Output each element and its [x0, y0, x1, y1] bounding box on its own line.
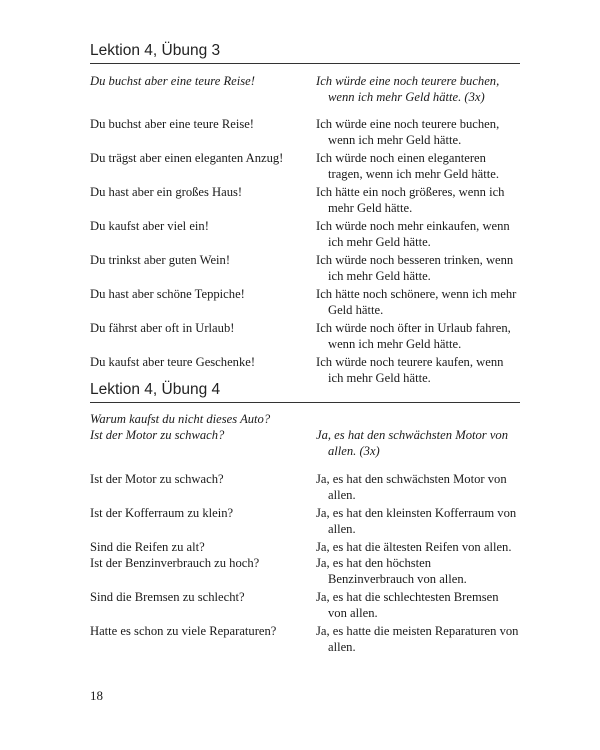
- drill-row: [90, 539, 520, 555]
- drill-answer: Ja, es hat die schlechtesten Bremsen von allen.: [316, 590, 499, 620]
- drill-answer: Ich hätte noch schönere, wenn ich mehr Geld hätte.: [316, 287, 517, 317]
- drill-row: [90, 184, 520, 216]
- drill-prompt: Du trägst aber einen eleganten Anzug!: [90, 151, 284, 165]
- exercise-section-uebung-4: [90, 381, 520, 655]
- example-question: Warum kaufst du nicht dieses Auto?: [90, 412, 271, 426]
- page-number: 18: [90, 688, 103, 703]
- example-answer: Ja, es hat den schwächsten Motor von allen. (3x): [316, 428, 509, 458]
- drill-prompt: Du trinkst aber guten Wein!: [90, 253, 231, 267]
- drill-answer: Ja, es hat die ältesten Reifen von allen.: [316, 540, 512, 554]
- drill-prompt: Du kaufst aber viel ein!: [90, 219, 209, 233]
- drill-prompt: Du fährst aber oft in Urlaub!: [90, 321, 235, 335]
- drill-prompt: Du kaufst aber teure Geschenke!: [90, 355, 256, 369]
- drill-answer: Ja, es hatte die meisten Reparaturen von allen.: [316, 624, 519, 654]
- drill-prompt: Hatte es schon zu viele Reparaturen?: [90, 624, 277, 638]
- drill-row: [90, 116, 520, 148]
- drill-answer: Ich würde noch öfter in Urlaub fahren, wenn ich mehr Geld hätte.: [316, 321, 511, 351]
- drill-prompt: Sind die Reifen zu alt?: [90, 540, 205, 554]
- drill-answer: Ja, es hat den schwächsten Motor von allen.: [316, 472, 507, 502]
- drill-row: [90, 471, 520, 503]
- drill-prompt: Ist der Motor zu schwach?: [90, 472, 224, 486]
- drill-prompt: Ist der Kofferraum zu klein?: [90, 506, 234, 520]
- drill-answer: Ja, es hat den höchsten Benzinverbrauch von allen.: [316, 556, 467, 586]
- drill-answer: Ich würde noch einen eleganteren tragen, wenn ich mehr Geld hätte.: [316, 151, 499, 181]
- drill-answer: Ich würde eine noch teurere buchen, wenn ich mehr Geld hätte.: [316, 117, 500, 147]
- drill-row: [90, 320, 520, 352]
- drill-row: [90, 252, 520, 284]
- exercise-section-uebung-3: [90, 42, 520, 386]
- example-prompt: Ist der Motor zu schwach?: [90, 428, 225, 442]
- drill-answer: Ich hätte ein noch größeres, wenn ich mehr Geld hätte.: [316, 185, 505, 215]
- section-title: Lektion 4, Übung 4: [90, 381, 520, 403]
- drill-prompt: Sind die Bremsen zu schlecht?: [90, 590, 245, 604]
- drill-row: [90, 218, 520, 250]
- drill-row: [90, 286, 520, 318]
- drill-prompt: Ist der Benzinverbrauch zu hoch?: [90, 556, 260, 570]
- example-prompt: Du buchst aber eine teure Reise!: [90, 74, 255, 88]
- drill-answer: Ja, es hat den kleinsten Kofferraum von allen.: [316, 506, 517, 536]
- drill-row: [90, 150, 520, 182]
- drill-answer: Ich würde noch besseren trinken, wenn ich mehr Geld hätte.: [316, 253, 514, 283]
- example-block: [90, 411, 520, 459]
- section-title: Lektion 4, Übung 3: [90, 42, 520, 64]
- drill-row: [90, 589, 520, 621]
- drill-row: [90, 623, 520, 655]
- drill-answer: Ich würde noch teurere kaufen, wenn ich mehr Geld hätte.: [316, 355, 504, 385]
- example-row: [90, 73, 520, 105]
- drill-row: [90, 505, 520, 537]
- drill-prompt: Du hast aber schöne Teppiche!: [90, 287, 245, 301]
- drill-row: [90, 555, 520, 587]
- drill-answer: Ich würde noch mehr einkaufen, wenn ich mehr Geld hätte.: [316, 219, 510, 249]
- drill-prompt: Du hast aber ein großes Haus!: [90, 185, 243, 199]
- example-answer: Ich würde eine noch teurere buchen, wenn ich mehr Geld hätte. (3x): [316, 74, 500, 104]
- drill-prompt: Du buchst aber eine teure Reise!: [90, 117, 255, 131]
